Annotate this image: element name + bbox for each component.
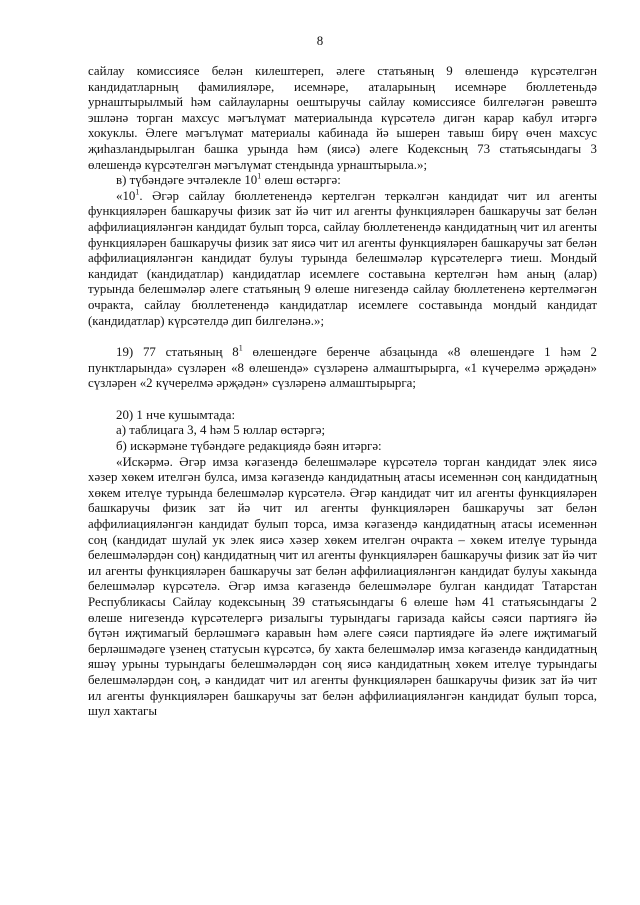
paragraph-item-20: 20) 1 нче кушымтада:: [116, 407, 236, 422]
paragraph-subitem-b: б) искәрмәне түбәндәге редакциядә бәян итәргә:: [116, 439, 382, 454]
spacer: [88, 329, 597, 345]
paragraph-commission-decision: сайлау комиссиясе белән килештереп, әлеге статьяның 9 өлешендә күрсәтелгән кандидатларның фамилияләре, исемнәре, аталарының исемнәре бюллетеньдә урнаштырылмый һәм сайлауларны оештыручы сайлау комиссиясе билгеләгән рәвештә эшләнә торган махсус мәгълүмат материалында күрсәтелә дигән карар кабул итәргә хокуклы. Әлеге мәгълүмат материалы кабинада йә ышерен тавыш бирү өчен махсус җиһазландырылган башка урында һәм (яисә) әлеге Кодексның 73 статьясындагы 3 өлешендә күрсәтелгән мәгълүмат стендында урнаштырыла.»;: [88, 64, 597, 172]
paragraph-add-part: в) түбәндәге эчтәлекле $10^1$ өлеш өстәргә:: [116, 171, 341, 188]
paragraph-part-10-1: «$10^1$. Әгәр сайлау бюллетенендә кертелгән теркәлгән кандидат чит ил агенты функцияләрен башкаручы физик зат йә чит ил агенты функцияләрен башкаручы зат белән аффилиацияләнгән кандидат булып торса, сайлау бюллетенендә кандидатның чит ил агенты функцияләрен башкаручы физик зат яисә чит ил агенты функцияләрен башкаручы зат белән аффилиацияләнгән кандидат булуы турында белешмәләр күрсәтелергә тиеш. Мондый кандидат (кандидатлар) кандидатлар исемлеге составына кертелгән һәм аның (алар) турында белешмәләр әлеге статьяның 9 өлеше нигезендә сайлау бюллетененә кертелмәгән очракта, сайлау бюллетенендә кандидатлар исемлеге составында мондый кандидат (кандидатлар) күрсәтелдә дип билгеләнә.»;: [88, 187, 597, 328]
paragraph-subitem-a: а) таблицага 3, 4 һәм 5 юллар өстәргә;: [116, 423, 326, 438]
paragraph-item-19: 19) 77 статьяның $8^1$ өлешендәге беренче абзацында «8 өлешендәге 1 һәм 2 пунктларында» сүзләрен «8 өлешендә» сүзләренә алмаштырырга, «1 күчерелмә әрҗәдән» сүзләрен «2 күчерелмә әрҗәдән» сүзләренә алмаштырырга;: [88, 343, 597, 391]
paragraph-note: «Искәрмә. Әгәр имза кәгазендә белешмәләре күрсәтелә торган кандидат элек яисә хәзер хөкем ителгән булса, имза кәгазендә кандидатның атасы исеменнән соң кандидатның хөкем ителүе турында белешмәләр күрсәтелә. Әгәр кандидат чит ил агенты функцияләрен башкаручы физик зат йә чит ил агенты функцияләрен башкаручы зат белән аффилиацияләнгән кандидат булып торса, имза кәгазендә кандидатның атасы исеменнән соң (кандидат шулай ук элек яисә хәзер хөкем ителгән очракта – хөкем ителүе турында белешмәләрдән соң) кандидатның чит ил агенты функцияләрен башкаручы физик зат йә чит ил агенты функцияләрен башкаручы зат белән аффилиацияләнгән кандидат булуы хакында белешмәләр күрсәтелә. Әгәр имза кәгазендә белешмәләре булган кандидат Татарстан Республикасы Сайлау кодексының 39 статьясындагы 6 өлеше һәм 41 статьясындагы 2 өлеше нигезендә күрсәтелергә ризалыгы турындагы гаризада кайсы сәяси партиягә йә бүтән иҗтимагый берләшмәгә каравын һәм әлеге сәяси партиядәге йә әлеге иҗтимагый берләшмәдәге үзенең статусын күрсәтсә, бу хакта белешмәләр имза кәгазендә кандидатның яшәү урыны турындагы белешмәләрдән соң яисә кандидатның хөкем ителүе турындагы белешмәләрдән соң, ә кандидат чит ил агенты функцияләрен башкаручы физик зат йә чит ил агенты функцияләрен башкаручы зат белән аффилиацияләнгән кандидат булып торса, шул хактагы: [88, 454, 597, 719]
spacer: [88, 392, 597, 408]
document-body: [88, 64, 597, 720]
page-number: 8: [316, 34, 324, 48]
